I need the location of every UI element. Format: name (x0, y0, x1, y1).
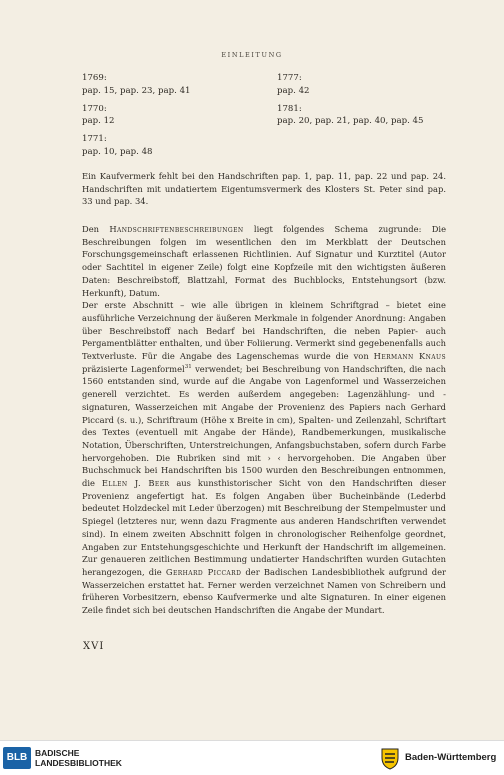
text-run: der Badischen Landesbibliothek aufgrund der Wasserzeichen erstattet hat. Ferner werden verzeichnet Namen von Schreibern und früheren Vorbesitzern, ebenso Kaufvermerke und alte Signaturen. In einer eigenen Zeile findet sich bei deutschen Handschriften die Angabe der Mundart. (82, 566, 446, 616)
text-run: Den (82, 224, 110, 234)
year-entry (82, 72, 272, 97)
text-run: präzisierte Lagenformel (82, 363, 185, 374)
year-refs: pap. 42 (277, 85, 310, 96)
paragraph-text (82, 223, 446, 299)
year-refs: pap. 12 (82, 116, 115, 126)
paragraph-text (82, 299, 446, 617)
paragraph-description-scheme (82, 223, 446, 617)
year-entry (82, 103, 272, 128)
state-name[interactable]: Baden-Württemberg (405, 752, 497, 763)
footnote-marker: 31 (184, 363, 192, 370)
library-name-line2: LANDESBIBLIOTHEK (35, 758, 122, 768)
year-label: 1781: (277, 103, 302, 114)
paragraph-text: Ein Kaufvermerk fehlt bei den Handschriften pap. 1, pap. 11, pap. 22 und pap. 24. Handschriften mit undatiertem Eigentumsvermerk des Klosters St. Peter sind pap. 33 und pap. 34. (82, 171, 446, 207)
viewer-footer (0, 740, 504, 775)
text-run: liegt folgendes Schema zugrunde: Die Beschreibungen folgen im wesentlichen den im Merkblatt der Deutschen Forschungsgemeinschaft erlassenen Richtlinien. Auf Signatur und Kurztitel (Autor oder Sachtitel in eigener Zeile) folgt eine Kopfzeile mit den wichtigsten äußeren Daten: Beschreibstoff, Blattzahl, Format des Buchblocks, Entstehungsort (bzw. Herkunft), Datum. (82, 224, 447, 298)
year-column-left (82, 72, 272, 164)
year-label: 1777: (277, 73, 302, 83)
year-refs: pap. 20, pap. 21, pap. 40, pap. 45 (277, 116, 424, 126)
year-entry (82, 133, 272, 158)
text-run: aus kunsthistorischer Sicht von den Handschriften dieser Provenienz angefertigt hat. Es folgen Angaben über Bucheinbände (Lederbd bedeutet Holzdeckel mit Leder überzogen) mit Beschreibung der Stempelmuster und Spiegel (letzteres nur, wenn dazu Fragmente aus anderen Handschriften verwendet sind). In einem zweiten Abschnitt folgen in chronologischer Reihenfolge geordnet, Angaben zur Entstehungsgeschichte und Herkunft der Handschrift im allgemeinen. Zur genaueren zeitlichen Bestimmung undatierter Handschriften wurden Gutachten herangezogen, die (82, 478, 447, 577)
author-name: Ellen J. Beer (101, 478, 170, 489)
text-run: Der erste Abschnitt – wie alle übrigen in kleinem Schriftgrad – bietet eine ausführliche Verzeichnung der äußeren Merkmale in folgender Anordnung: Angaben über Beschreibstoff nach Bedarf bei Handschriften, die neben Papier- auch Pergamentblätter enthalten, und über Foliierung. Vermerkt sind gegebenenfalls auch Textverluste. Für die Angabe des Lagenschemas wurde die von (82, 300, 446, 362)
blb-logo[interactable]: BLB (3, 747, 31, 769)
year-refs: pap. 15, pap. 23, pap. 41 (82, 85, 191, 96)
year-index (82, 72, 442, 168)
year-label: 1770: (82, 103, 107, 114)
year-refs: pap. 10, pap. 48 (82, 146, 153, 157)
year-label: 1771: (82, 134, 107, 144)
page-number: XVI (83, 641, 105, 652)
library-name-line1: BADISCHE (35, 748, 80, 758)
year-column-right (277, 72, 447, 133)
state-coat-of-arms-icon (379, 746, 401, 770)
small-caps-term: Handschriftenbeschreibungen (109, 224, 244, 234)
year-label: 1769: (82, 73, 107, 83)
running-head: EINLEITUNG (221, 51, 283, 59)
paragraph-purchase-notes (82, 170, 446, 208)
year-entry (277, 103, 447, 128)
library-name[interactable] (35, 748, 122, 768)
author-name: Gerhard Piccard (165, 566, 242, 577)
year-entry (277, 72, 447, 97)
text-run: verwendet; bei Beschreibung von Handschriften, die nach 1560 entstanden sind, wurde auf die Angabe von Lagenformel und Wasserzeichen generell verzichtet. Es werden außerdem angegeben: Lagenzählung- und -signaturen, Wasserzeichen mit Angabe der Provenienz des Papiers nach Gerhard Piccard (s. u.), Schriftraum (Höhe x Breite in cm), Spalten- und Zeilenzahl, Schriftart des Textes (eventuell mit Angabe der Hände), Randbemerkungen, musikalische Notation, Überschriften, Unterstreichungen, Anfangsbuchstaben, sofern durch Farbe hervorgehoben. Die Rubriken sind mit › ‹ hervorgehoben. Die Angaben über Buchschmuck bei Handschriften bis 1500 wurden den Beschreibungen entnommen, die (82, 363, 446, 489)
author-name: Hermann Knaus (373, 351, 446, 362)
